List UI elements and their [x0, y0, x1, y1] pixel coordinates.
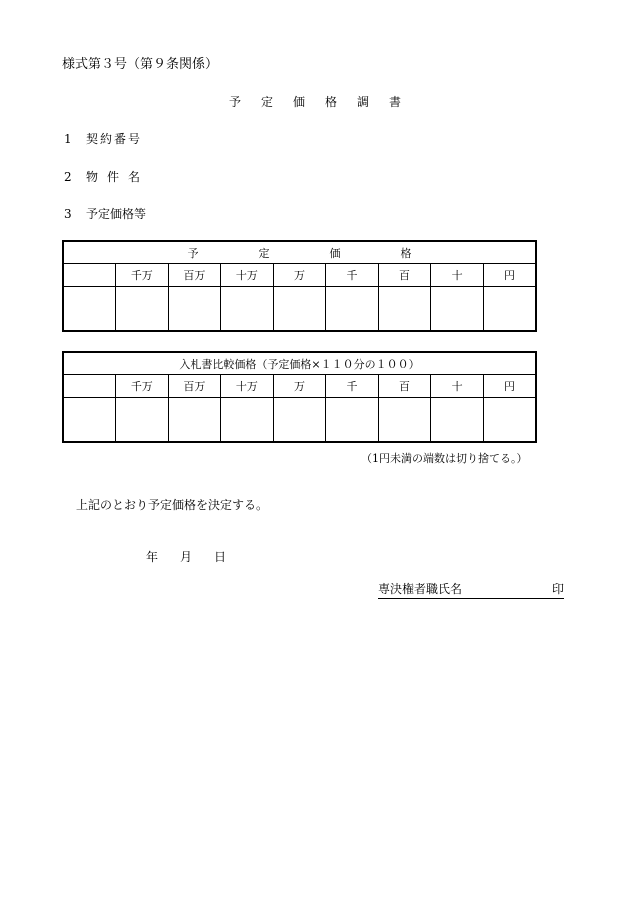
item-label: 契約番号	[86, 132, 143, 146]
unit-cell: 万	[273, 375, 326, 398]
value-cell[interactable]	[221, 287, 274, 332]
unit-cell	[63, 375, 116, 398]
item-label: 予定価格等	[86, 207, 147, 221]
estimated-price-table	[62, 240, 537, 332]
form-number: 様式第３号（第９条関係）	[62, 57, 219, 72]
value-cell[interactable]	[431, 287, 484, 332]
value-cell[interactable]	[326, 398, 379, 443]
unit-cell: 円	[483, 375, 536, 398]
month-label: 月	[180, 550, 193, 564]
signer-label: 専決権者職氏名	[378, 582, 463, 596]
item-number: 1	[64, 132, 72, 146]
unit-cell: 十万	[221, 375, 274, 398]
value-cell[interactable]	[63, 287, 116, 332]
item-contract-number	[64, 130, 142, 147]
unit-cell: 千万	[116, 375, 169, 398]
value-cell[interactable]	[273, 398, 326, 443]
unit-cell: 百万	[168, 264, 221, 287]
unit-cell: 千	[326, 264, 379, 287]
item-estimated-price	[64, 205, 146, 222]
heading-char: 予	[187, 246, 199, 260]
unit-cell: 百万	[168, 375, 221, 398]
value-cell[interactable]	[483, 398, 536, 443]
item-property-name	[64, 168, 149, 185]
unit-cell: 円	[483, 264, 536, 287]
unit-cell: 十	[431, 375, 484, 398]
heading-char: 格	[400, 246, 412, 260]
value-cell[interactable]	[116, 287, 169, 332]
item-number: 2	[64, 170, 72, 184]
value-cell[interactable]	[378, 398, 431, 443]
value-cell[interactable]	[116, 398, 169, 443]
title-char: 価	[292, 95, 305, 109]
value-cell[interactable]	[326, 287, 379, 332]
table-heading: 入札書比較価格（予定価格×１１０分の１００）	[63, 352, 536, 375]
item-label: 物件名	[86, 170, 150, 184]
signer-line[interactable]	[378, 580, 564, 599]
value-cell[interactable]	[273, 287, 326, 332]
heading-char: 定	[258, 246, 270, 260]
title-char: 格	[325, 95, 338, 109]
unit-cell: 百	[378, 264, 431, 287]
unit-cell: 万	[273, 264, 326, 287]
day-label: 日	[214, 550, 227, 564]
value-cell[interactable]	[168, 398, 221, 443]
item-number: 3	[64, 207, 72, 221]
unit-cell: 千	[326, 375, 379, 398]
title-char: 定	[260, 95, 273, 109]
value-cell[interactable]	[63, 398, 116, 443]
document-title	[0, 93, 630, 110]
rounding-note: （1円未満の端数は切り捨てる。）	[361, 452, 528, 465]
unit-cell: 百	[378, 375, 431, 398]
title-char: 調	[357, 95, 370, 109]
seal-mark: 印	[551, 582, 564, 596]
date-line	[146, 548, 248, 565]
value-cell[interactable]	[378, 287, 431, 332]
value-cell[interactable]	[431, 398, 484, 443]
value-cell[interactable]	[221, 398, 274, 443]
unit-cell: 千万	[116, 264, 169, 287]
value-cell[interactable]	[483, 287, 536, 332]
unit-cell	[63, 264, 116, 287]
year-label: 年	[146, 550, 159, 564]
table-heading	[63, 241, 536, 264]
bid-comparison-price-table	[62, 351, 537, 443]
unit-cell: 十万	[221, 264, 274, 287]
decision-statement: 上記のとおり予定価格を決定する。	[76, 498, 269, 512]
title-char: 予	[228, 95, 241, 109]
unit-cell: 十	[431, 264, 484, 287]
title-char: 書	[389, 95, 402, 109]
value-cell[interactable]	[168, 287, 221, 332]
heading-char: 価	[329, 246, 341, 260]
